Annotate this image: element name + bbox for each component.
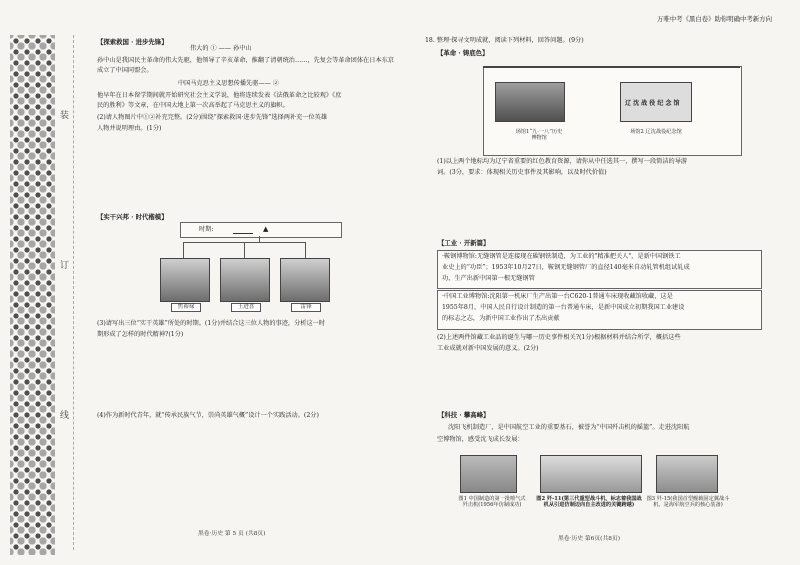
question-18-title: 18. 整理·探寻文明成就，阅读下列材料，回答问题。(9分) <box>425 37 584 44</box>
photo-wang-jinxi <box>220 258 270 302</box>
industry-text: 业史上的“功臣”；1953年10月27日，鞍钢无缝钢管厂的直径140毫米自动轧管机组试轧成 <box>442 264 690 271</box>
person-name: 王进喜 <box>231 303 261 312</box>
left-footer: 黑卷·历史 第 5 页 (共8页) <box>198 531 266 537</box>
industry-box-1 <box>437 250 762 289</box>
industry-text: 功，生产出新中国第一根无缝钢管 <box>442 275 535 282</box>
tree-branch <box>244 242 245 258</box>
era-blank <box>233 233 253 234</box>
binding-char-ding: 订 <box>60 261 70 271</box>
industry-box-2 <box>437 290 762 330</box>
sec1-text-line: 民的胜利》等文章，在中国大地上第一次高举起了马克思主义的旗帜。 <box>97 102 289 109</box>
section-tech-title: 【科技 · 攀高峰】 <box>438 411 490 419</box>
era-label: 时期: <box>199 226 214 233</box>
section-revolution-title: 【革命 · 铸底色】 <box>437 49 489 57</box>
photo-jiao-yulu <box>160 258 210 302</box>
question-3: (3)请写出三位“实干英雄”所处的时期。(1分)并结合这三位人物的事迹，分析这一时 <box>97 320 326 327</box>
question-1-right: 词。(3分，要求：体现相关历史事件及其影响，以及时代价值) <box>437 169 607 176</box>
binding-char-zhuang: 装 <box>60 111 70 121</box>
binding-char-xian: 线 <box>60 411 70 421</box>
industry-text: ·鞍钢博物馆:无缝钢管是连接现在碳钢铁制造，为工业的"精准把关人"，是新中国钢铁工 <box>442 253 681 260</box>
sec1-text-line: 成立了中国同盟会。 <box>97 67 153 74</box>
section-industry-title: 【工业 · 开新篇】 <box>438 239 490 247</box>
right-footer: 黑卷·历史 第6页(共8页) <box>558 536 620 542</box>
photo-lei-feng <box>280 258 330 302</box>
figure3-caption: 图3 歼-15(我国首型舰载固定翼战斗机，是海军航空兵的核心装备) <box>646 496 730 508</box>
industry-text: 的标志之志，为新中国工业作出了杰出贡献 <box>442 315 560 322</box>
venue2-caption: 场馆2 辽沈战役纪念馆 <box>630 129 682 135</box>
photo-liaoshen-sign <box>620 82 692 122</box>
venue1-caption: 场馆1“九·一八”历史博物馆 <box>515 129 563 141</box>
sec1-text-line: 他早年在日本留学期间就开始研究社会主义学说，他将连续发表《法俄革命之比较观》《庶 <box>97 92 342 99</box>
tree-branch <box>305 242 306 258</box>
section-hero-title: 【实干兴邦 · 时代楷模】 <box>97 213 168 221</box>
question-3: 期形成了怎样的时代精神?(1分) <box>97 331 184 338</box>
sun-zhongshan-heading: 伟大的 ① —— 孙中山 <box>190 45 252 52</box>
header-title: 万唯中考《黑白卷》助你明确中考新方向 <box>656 15 772 23</box>
binding-pattern <box>10 35 55 555</box>
calendar-ring-bar <box>483 66 740 68</box>
question-4: (4)作为新时代青年，就“传承民族气节，崇尚英雄气概”设计一个实践活动。(2分) <box>97 412 319 419</box>
binding-cut-line <box>73 35 74 550</box>
question-2-right: 工业成就对新中国发展的意义。(2分) <box>437 345 539 352</box>
industry-text: ·中国工业博物馆:沈阳第一机床厂生产出第一台C620-1普通车床现收藏馆收藏，这是 <box>442 293 673 300</box>
person-name: 雷锋 <box>291 303 321 312</box>
tech-text: 空博物馆，感受沈飞成长发展： <box>437 436 524 443</box>
question-2-left: 人物并说明理由。(1分) <box>97 125 162 132</box>
triangle-icon: ▲ <box>263 225 269 233</box>
photo-jet-1 <box>460 455 517 493</box>
question-2-right: (2)上述两件馆藏工业品的诞生与哪一历史事件相关?(1分)根据材料并结合所学，概括这些 <box>437 334 681 341</box>
photo-918-museum <box>495 82 565 122</box>
era-box <box>180 222 342 238</box>
question-1-right: (1)以上两个地标均为辽宁省重要的红色教育资源，请你从中任选其一，撰写一段简洁的导游 <box>437 158 688 165</box>
photo-j11 <box>540 455 642 493</box>
liaoshen-sign-text: 辽 沈 战 役 纪 念 馆 <box>625 100 680 107</box>
section-explore-title: 【探索救国 · 进步先锋】 <box>97 38 168 46</box>
figure2-caption: 图2 歼-11(第三代重型战斗机，标志着我国战机从引进仿制迈向自主改进的关键跨越) <box>536 496 642 508</box>
industry-text: 1955年8月，中国人民自行设计制造的第一台普通车床，是新中国成立初期我国工业建设 <box>442 304 685 311</box>
figure1-caption: 图1 中国制造的第一批喷气式歼击机(1956年仿制成功) <box>458 496 526 508</box>
tech-text: 沈阳飞机制造厂，是中国航空工业的重要基石，被誉为“中国歼击机的摇篮”。走进沈阳航 <box>448 424 690 431</box>
tree-branch <box>183 242 184 258</box>
marxism-heading: 中国马克思主义思想传播先驱—— ② <box>178 80 279 87</box>
question-2-left: (2)请人物图片中①②补充完整。(2分)围绕“探索救国·进步先锋”选择两补充一位英雄 <box>97 114 328 121</box>
tree-stem <box>259 236 260 242</box>
sec1-text-line: 孙中山是我国民主革命的伟大先驱，他领导了辛亥革命，推翻了清朝统治……，先复会等革命团体在日本东京 <box>97 57 394 64</box>
person-name: 焦裕禄 <box>171 303 201 312</box>
photo-j15 <box>656 455 718 493</box>
